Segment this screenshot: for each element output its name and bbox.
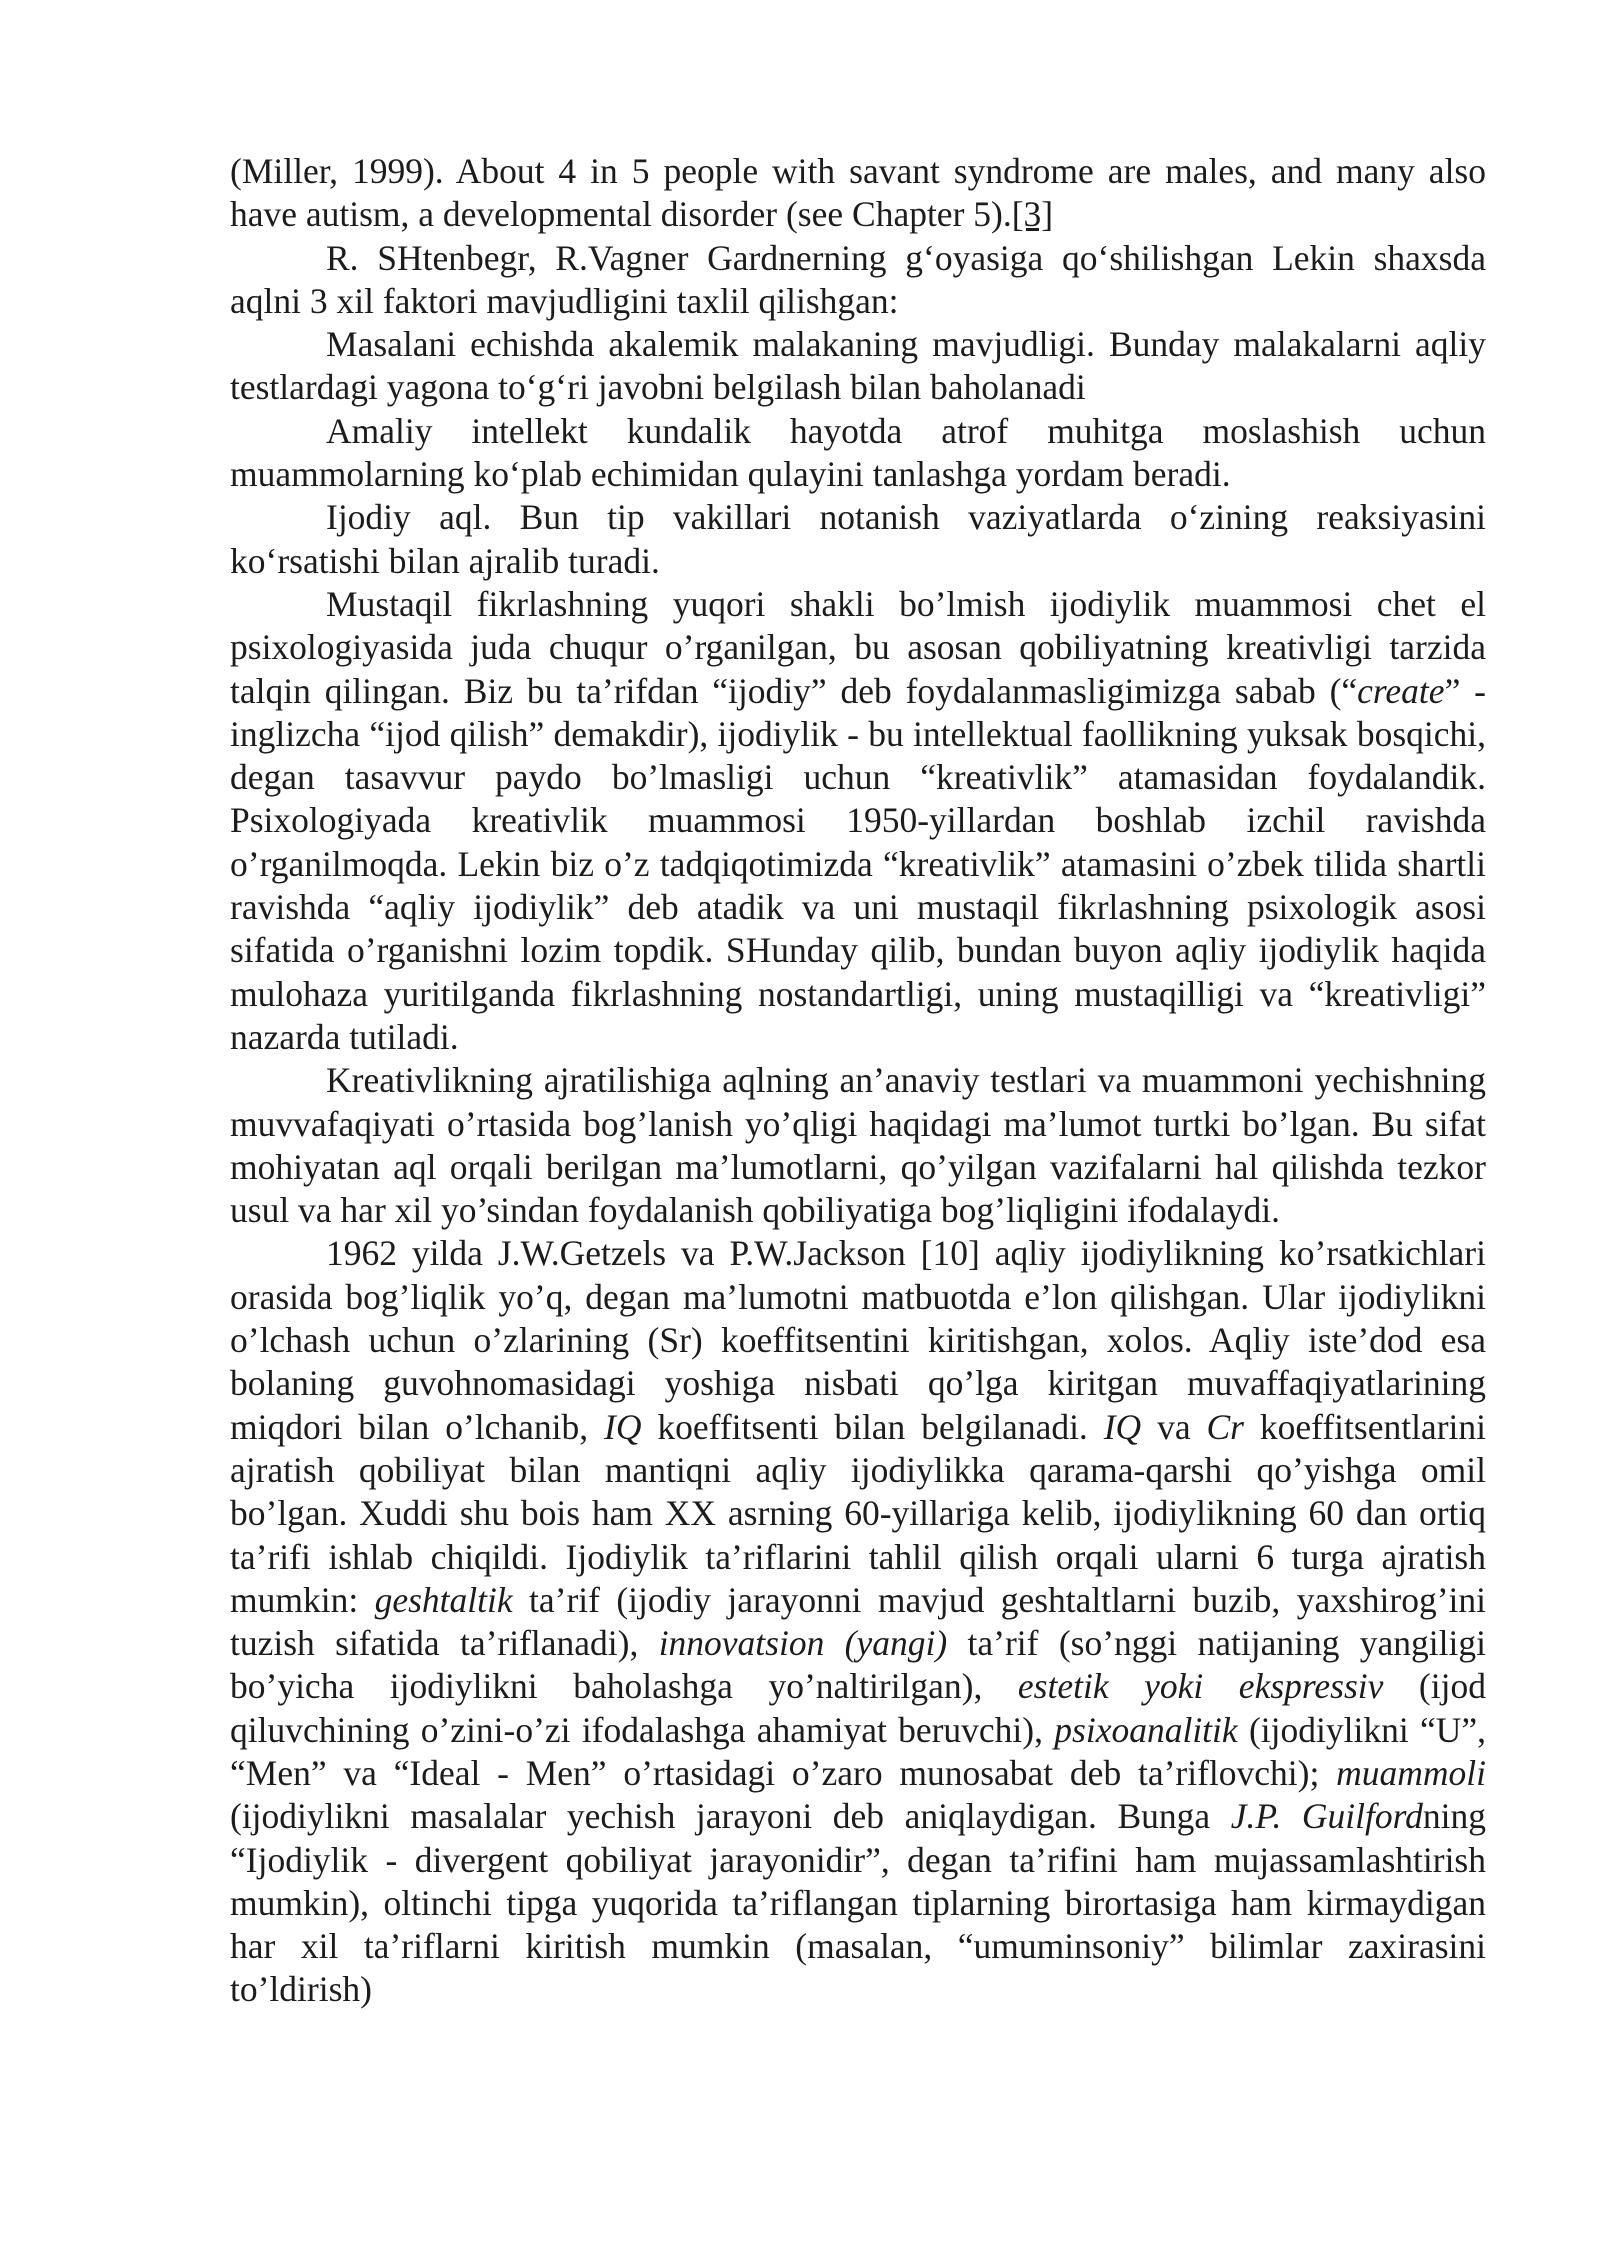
italic-term: J.P. Guilford [1230, 1796, 1423, 1837]
italic-term: estetik yoki ekspressiv [1017, 1666, 1384, 1707]
italic-term: create [1357, 670, 1445, 711]
paragraph-miller-reference [230, 150, 1486, 237]
text-run: (ijodiylikni “U”, “Men” va “Ideal - Men” o’rtasidagi o’zaro munosabat deb ta’riflovchi); [230, 1709, 1486, 1793]
paragraph-practical-intellect [230, 410, 1486, 497]
text-run: ta’rif (so’nggi natijaning yangiligi bo’yicha ijodiylikni baholashga yo’naltirilgan), [230, 1623, 1486, 1707]
text-run: (ijod qiluvchining o’zini-o’zi ifodalashga ahamiyat beruvchi), [230, 1666, 1486, 1750]
text-run: ” - inglizcha “ijod qilish” demakdir), ijodiylik - bu intellektual faollikning yuksak bosqichi, degan tasavvur paydo bo’lmasligi uchun “kreativlik” atamasidan foydalandik. Psixologiyada kreativlik muammosi 1950-yillardan boshlab izchil ravishda o’rganilmoqda. Lekin biz o’z tadqiqotimizda “kreativlik” atamasini o’zbek tilida shartli ravishda “aqliy ijodiylik” deb atadik va uni mustaqil fikrlashning psixologik asosi sifatida o’rganishni lozim topdik. SHunday qilib, bundan buyon aqliy ijodiylik haqida mulohaza yuritilganda fikrlashning nostandartligi, uning mustaqilligi va “kreativligi” nazarda tutiladi. [230, 670, 1486, 1057]
italic-term: geshtaltik [374, 1579, 513, 1620]
paragraph-getzels-jackson [230, 1232, 1486, 2011]
text-run: Kreativlikning ajratilishiga aqlning an’anaviy testlari va muammoni yechishning muvvafaqiyati o’rtasida bog’lanish yo’qligi haqidagi ma’lumot turtki bo’lgan. Bu sifat mohiyatan aql orqali berilgan ma’lumotlarni, qo’yilgan vazifalarni hal qilishda tezkor usul va har xil yo’sindan foydalanish qobiliyatiga bog’liqligini ifodalaydi. [230, 1060, 1486, 1231]
paragraph-creativity-problem [230, 583, 1486, 1059]
text-run: va [1141, 1406, 1207, 1447]
text-run: Ijodiy aql. Bun tip vakillari notanish vaziyatlarda o‘zining reaksiyasini ko‘rsatishi bilan ajralib turadi. [230, 497, 1486, 581]
paragraph-shtenberg-factors [230, 237, 1486, 324]
italic-term: muammoli [1336, 1752, 1486, 1793]
text-run: Mustaqil fikrlashning yuqori shakli bo’lmish ijodiylik muammosi chet el psixologiyasida juda chuqur o’rganilgan, bu asosan qobiliyatning kreativligi tarzida talqin qilingan. Biz bu ta’rifdan “ijodiy” deb foydalanmasligimizga sabab (“ [230, 583, 1486, 711]
italic-term: innovatsion (yangi) [658, 1623, 948, 1664]
text-run: (ijodiylikni masalalar yechish jarayoni deb aniqlaydigan. Bunga [230, 1796, 1231, 1837]
italic-term: Cr [1206, 1406, 1244, 1447]
italic-term: IQ [1103, 1406, 1142, 1447]
text-run: koeffitsenti bilan belgilanadi. [641, 1406, 1104, 1447]
italic-term: psixoanalitik [1054, 1709, 1238, 1750]
text-run: R. SHtenbegr, R.Vagner Gardnerning g‘oyasiga qo‘shilishgan Lekin shaxsda aqlni 3 xil faktori mavjudligini taxlil qilishgan: [230, 237, 1486, 321]
paragraph-creative-mind [230, 496, 1486, 583]
paragraph-creativity-separation [230, 1059, 1486, 1232]
text-run: ta’rif (ijodiy jarayonni mavjud geshtaltlarni buzib, yaxshirog’ini tuzish sifatida ta’riflanadi), [230, 1579, 1486, 1664]
italic-term: IQ [604, 1406, 642, 1447]
text-run: 1962 yilda J.W.Getzels va P.W.Jackson [10] aqliy ijodiylikning ko’rsatkichlari orasida bog’liqlik yo’q, degan ma’lumotni matbuotda e’lon qilishgan. Ular ijodiylikni o’lchash uchun o’zlarining (Sr) koeffitsentini kiritishgan, xolos. Aqliy iste’dod esa bolaning guvohnomasidagi yoshiga nisbati qo’lga kiritgan muvaffaqiyatlarining miqdori bilan o’lchanib, [230, 1233, 1486, 1447]
text-run: Masalani echishda akalemik malakaning mavjudligi. Bunday malakalarni aqliy testlardagi yagona to‘g‘ri javobni belgilash bilan baholanadi [230, 324, 1486, 408]
paragraph-academic-skill [230, 323, 1486, 410]
footnote-link[interactable]: [3] [1011, 194, 1054, 235]
document-page [230, 150, 1486, 2012]
text-run: koeffitsentlarini ajratish qobiliyat bilan mantiqni aqliy ijodiylikka qarama-qarshi qo’yishga omil bo’lgan. Xuddi shu bois ham XX asrning 60-yillariga kelib, ijodiylikning 60 dan ortiq ta’rifi ishlab chiqildi. Ijodiylik ta’riflarini tahlil qilish orqali ularni 6 turga ajratish mumkin: [230, 1406, 1486, 1620]
text-run: Amaliy intellekt kundalik hayotda atrof muhitga moslashish uchun muammolarning ko‘plab echimidan qulayini tanlashga yordam beradi. [230, 410, 1486, 495]
text-run: ning “Ijodiylik - divergent qobiliyat jarayonidir”, degan ta’rifini ham mujassamlashtirish mumkin), oltinchi tipga yuqorida ta’riflangan tiplarning birortasiga ham kirmaydigan har xil ta’riflarni kiritish mumkin (masalan, “umuminsoniy” bilimlar zaxirasini to’ldirish) [230, 1796, 1486, 2010]
text-run: (Miller, 1999). About 4 in 5 people with savant syndrome are males, and many also have autism, a developmental disorder (see Chapter 5). [230, 151, 1486, 235]
